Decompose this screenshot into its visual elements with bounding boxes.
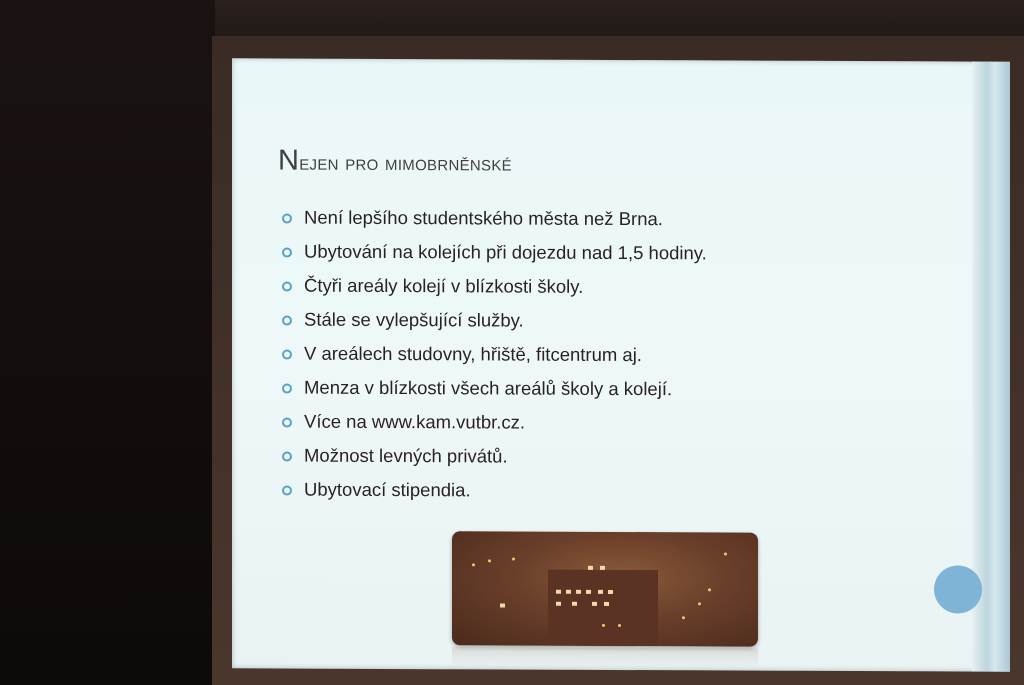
bullet-text: Menza v blízkosti všech areálů školy a kolejí. (304, 376, 673, 400)
bullet-item (280, 443, 707, 479)
bullet-ring-icon (282, 248, 292, 258)
presentation-slide (232, 58, 1010, 671)
bullet-ring-icon (282, 384, 292, 394)
bullet-text: V areálech studovny, hřiště, fitcentrum aj. (304, 342, 642, 366)
slide-title-rest: ejen pro mimobrněnské (299, 149, 512, 176)
slide-title-initial: N (278, 144, 300, 177)
room-wall-left (0, 0, 215, 685)
bullet-item (280, 375, 707, 411)
night-city-photo (452, 531, 758, 646)
bullet-ring-icon (282, 350, 292, 360)
bullet-ring-icon (282, 316, 292, 326)
bullet-ring-icon (282, 452, 292, 462)
bullet-text: Ubytovací stipendia. (304, 478, 471, 501)
bullet-item (280, 341, 707, 377)
bullet-item (280, 409, 707, 445)
bullet-text: Stále se vylepšující služby. (304, 308, 524, 331)
slide-title (278, 145, 512, 179)
bullet-text: Možnost levných privátů. (304, 444, 508, 467)
bullet-ring-icon (282, 282, 292, 292)
photo-building (548, 570, 658, 646)
photo-reflection (452, 647, 758, 668)
bullet-ring-icon (282, 214, 292, 224)
bullet-item (280, 205, 707, 241)
bullet-ring-icon (282, 418, 292, 428)
bullet-text: Není lepšího studentského města než Brna. (304, 206, 663, 230)
bullet-ring-icon (282, 486, 292, 496)
bullet-item (280, 239, 707, 275)
bullet-text: Ubytování na kolejích při dojezdu nad 1,5 hodiny. (304, 240, 707, 264)
bullet-text: Více na www.kam.vutbr.cz. (304, 410, 526, 433)
decorative-circle (934, 565, 982, 613)
bullet-item (280, 307, 707, 343)
bullet-text: Čtyři areály kolejí v blízkosti školy. (304, 274, 584, 297)
bullet-item (280, 273, 707, 309)
bullet-list (280, 205, 707, 513)
bullet-item (280, 477, 707, 513)
